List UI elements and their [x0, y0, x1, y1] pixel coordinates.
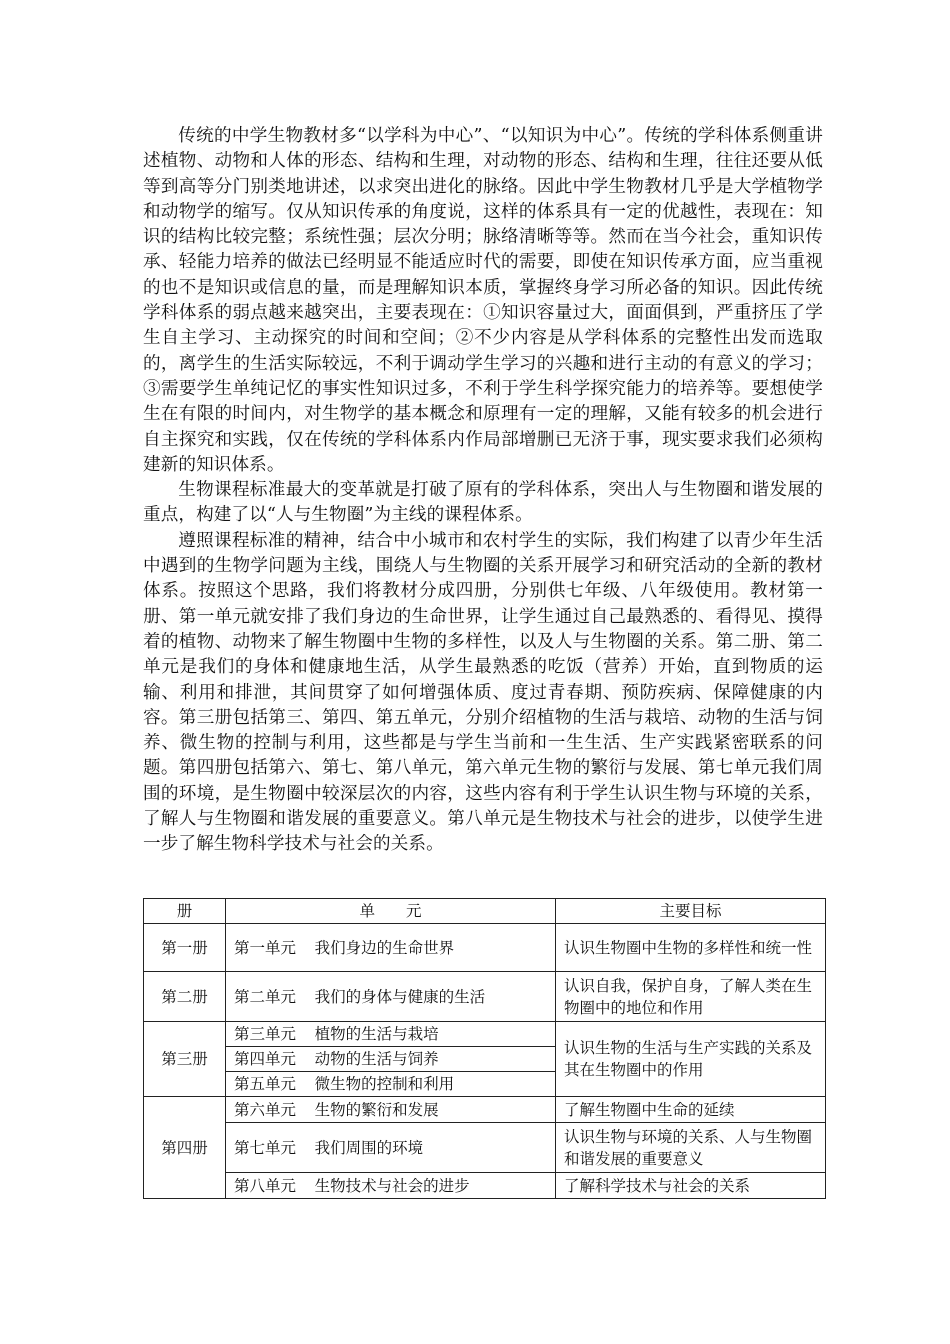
paragraph-new-system: 遵照课程标准的精神，结合中小城市和农村学生的实际，我们构建了以青少年生活中遇到的生物学问题为主线，围绕人与生物圈的关系开展学习和研究活动的全新的教材体系。按照这个思路，我们将教材分成四册，分别供七年级、八年级使用。教材第一册、第一单元就安排了我们身边的生命世界，让学生通过自己最熟悉的、看得见、摸得着的植物、动物来了解生物圈中生物的多样性，以及人与生物圈的关系。第二册、第二单元是我们的身体和健康地生活，从学生最熟悉的吃饭（营养）开始，直到物质的运输、利用和排泄，其间贯穿了如何增强体质、度过青春期、预防疾病、保障健康的内容。第三册包括第三、第四、第五单元，分别介绍植物的生活与栽培、动物的生活与饲养、微生物的控制与利用，这些都是与学生当前和一生生活、生产实践紧密联系的问题。第四册包括第六、第七、第八单元，第六单元生物的繁衍与发展、第七单元我们周围的环境，是生物圈中较深层次的内容，这些内容有利于学生认识生物与环境的关系，了解人与生物圈和谐发展的重要意义。第八单元是生物技术与社会的进步，以使学生进一步了解生物科学技术与社会的关系。 — [143, 530, 823, 855]
goal-cell: 认识生物的生活与生产实践的关系及其在生物圈中的作用 — [556, 1022, 826, 1097]
unit-number: 第七单元 — [234, 1138, 297, 1157]
goal-cell: 认识自我，保护自身，了解人类在生物圈中的地位和作用 — [556, 972, 826, 1022]
paragraph-traditional-textbooks: 传统的中学生物教材多“以学科为中心”、“以知识为中心”。传统的学科体系侧重讲述植物、动物和人体的形态、结构和生理，对动物的形态、结构和生理，往往还要从低等到高等分门别类地讲述，以求突出进化的脉络。因此中学生物教材几乎是大学植物学和动物学的缩写。仅从知识传承的角度说，这样的体系具有一定的优越性，表现在：知识的结构比较完整；系统性强；层次分明；脉络清晰等等。然而在当今社会，重知识传承、轻能力培养的做法已经明显不能适应时代的需要，即使在知识传承方面，应当重视的也不是知识或信息的量，而是理解知识本质，掌握终身学习所必备的知识。因此传统学科体系的弱点越来越突出，主要表现在：①知识容量过大，面面俱到，严重挤压了学生自主学习、主动探究的时间和空间；②不少内容是从学科体系的完整性出发而选取的，离学生的生活实际较远，不利于调动学生学习的兴趣和进行主动的有意义的学习；③需要学生单纯记忆的事实性知识过多，不利于学生科学探究能力的培养等。要想使学生在有限的时间内，对生物学的基本概念和原理有一定的理解，又能有较多的机会进行自主探究和实践，仅在传统的学科体系内作局部增删已无济于事，现实要求我们必须构建新的知识体系。 — [143, 126, 823, 475]
unit-cell — [226, 1022, 556, 1047]
unit-cell — [226, 1047, 556, 1072]
unit-cell — [226, 1173, 556, 1199]
unit-cell — [226, 924, 556, 972]
goal-cell: 认识生物圈中生物的多样性和统一性 — [556, 924, 826, 972]
unit-title: 植物的生活与栽培 — [314, 1025, 439, 1043]
volume-cell: 第一册 — [144, 924, 226, 972]
unit-title: 微生物的控制和利用 — [314, 1075, 455, 1093]
table-header-row — [144, 899, 826, 924]
unit-number: 第五单元 — [234, 1075, 297, 1093]
table-row — [144, 1123, 826, 1173]
unit-title: 生物技术与社会的进步 — [314, 1176, 470, 1195]
volume-cell: 第三册 — [144, 1022, 226, 1097]
unit-title: 我们周围的环境 — [314, 1138, 424, 1157]
table-row — [144, 1097, 826, 1123]
unit-title: 生物的繁衍和发展 — [314, 1100, 439, 1119]
unit-number: 第三单元 — [234, 1025, 297, 1043]
unit-overview-table — [143, 898, 826, 1199]
header-volume: 册 — [144, 899, 226, 924]
goal-cell: 了解科学技术与社会的关系 — [556, 1173, 826, 1199]
unit-title: 动物的生活与饲养 — [314, 1050, 439, 1068]
unit-number: 第六单元 — [234, 1100, 297, 1119]
table-row — [144, 1173, 826, 1199]
paragraph-curriculum-standard: 生物课程标准最大的变革就是打破了原有的学科体系，突出人与生物圈和谐发展的重点，构建了以“人与生物圈”为主线的课程体系。 — [143, 480, 823, 526]
unit-cell — [226, 1123, 556, 1173]
volume-cell: 第四册 — [144, 1097, 226, 1199]
unit-cell — [226, 1097, 556, 1123]
table-row — [144, 1022, 826, 1047]
header-goal: 主要目标 — [556, 899, 826, 924]
header-unit: 单 元 — [226, 899, 556, 924]
goal-cell: 了解生物圈中生命的延续 — [556, 1097, 826, 1123]
unit-number: 第二单元 — [234, 987, 297, 1006]
unit-number: 第一单元 — [234, 938, 297, 957]
volume-cell: 第二册 — [144, 972, 226, 1022]
unit-cell — [226, 1072, 556, 1097]
unit-title: 我们的身体与健康的生活 — [314, 987, 486, 1006]
table-row — [144, 972, 826, 1022]
unit-number: 第八单元 — [234, 1176, 297, 1195]
document-body — [143, 124, 823, 858]
unit-title: 我们身边的生命世界 — [314, 938, 455, 957]
goal-cell: 认识生物与环境的关系、人与生物圈和谐发展的重要意义 — [556, 1123, 826, 1173]
unit-number: 第四单元 — [234, 1050, 297, 1068]
unit-cell — [226, 972, 556, 1022]
table-row — [144, 924, 826, 972]
